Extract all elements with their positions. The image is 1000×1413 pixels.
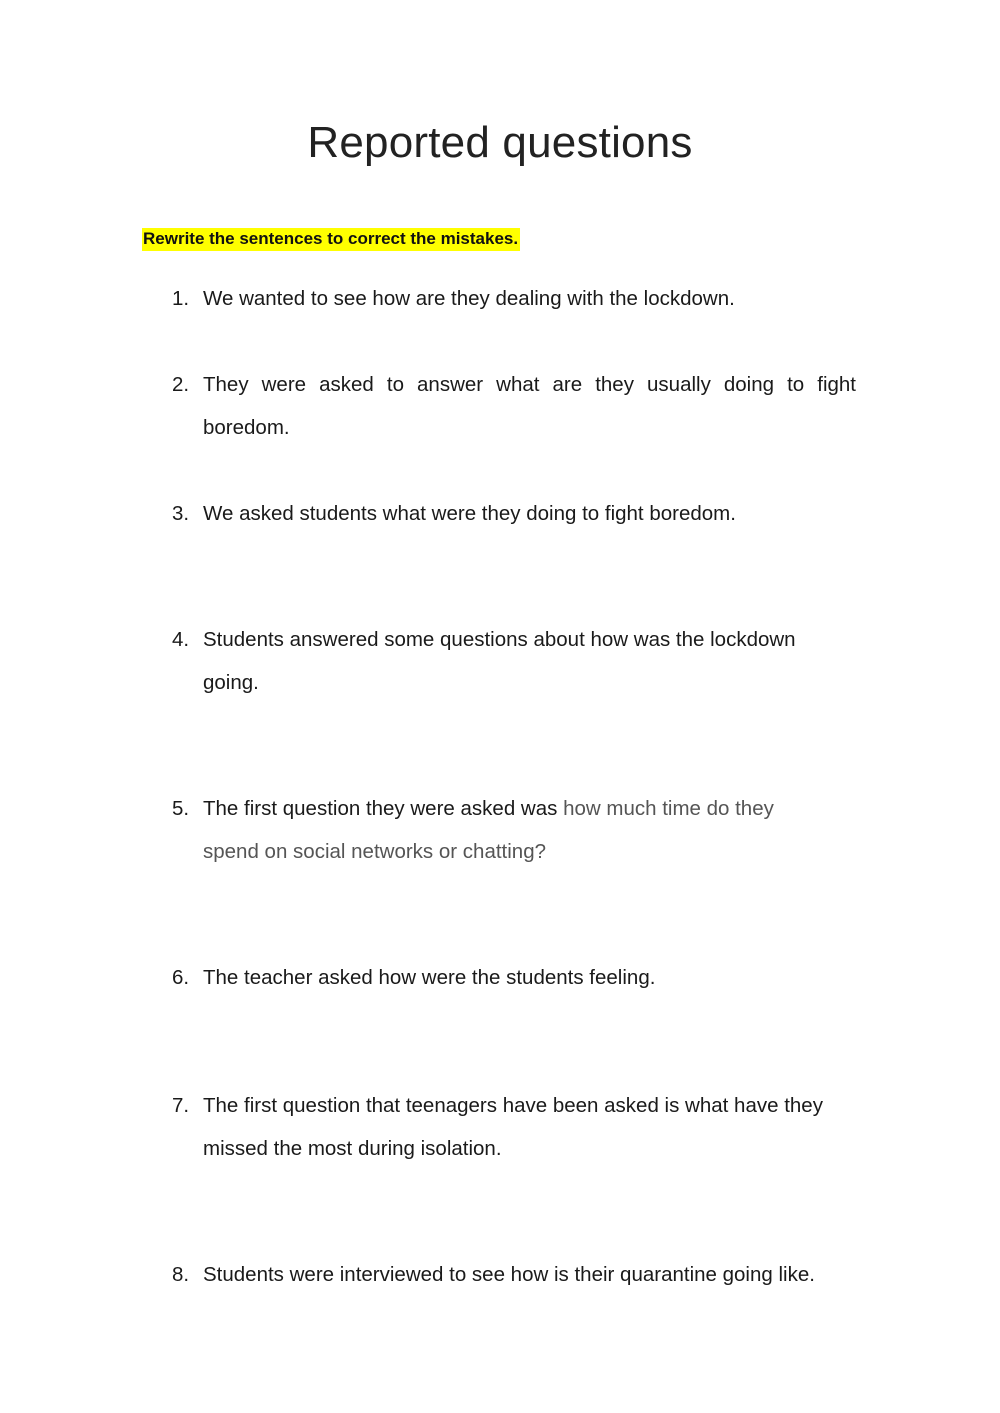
item-text: The first question that teenagers have been asked is what have they missed the most during isolation. <box>203 1094 823 1160</box>
item-text: Students were interviewed to see how is their quarantine going like. <box>203 1263 815 1286</box>
item-number: 7. <box>172 1094 190 1117</box>
instruction: Rewrite the sentences to correct the mistakes. <box>142 228 520 251</box>
page-title: Reported questions <box>307 118 693 167</box>
list-item <box>172 277 856 320</box>
list-item <box>172 956 856 999</box>
item-number: 3. <box>172 502 190 525</box>
list-item <box>172 492 856 535</box>
item-text: We wanted to see how are they dealing with the lockdown. <box>203 287 735 310</box>
item-quoted-question: how much time do they spend on social networks or chatting? <box>203 797 774 863</box>
item-text: We asked students what were they doing to fight boredom. <box>203 502 736 525</box>
item-text: Students answered some questions about how was the lockdown going. <box>203 628 796 694</box>
item-number: 4. <box>172 628 190 651</box>
list-item <box>172 1253 856 1296</box>
item-text <box>203 787 832 873</box>
item-number: 1. <box>172 287 190 310</box>
list-item <box>172 787 832 873</box>
list-item <box>172 618 832 704</box>
item-text-main: The first question they were asked was <box>203 797 564 820</box>
item-text: The teacher asked how were the students feeling. <box>203 966 656 989</box>
item-number: 6. <box>172 966 190 989</box>
item-number: 2. <box>172 373 190 396</box>
list-item <box>172 1084 856 1170</box>
item-number: 8. <box>172 1263 190 1286</box>
item-text: They were asked to answer what are they usually doing to fight boredom. <box>203 373 856 439</box>
list-item <box>172 363 856 449</box>
item-number: 5. <box>172 797 190 820</box>
